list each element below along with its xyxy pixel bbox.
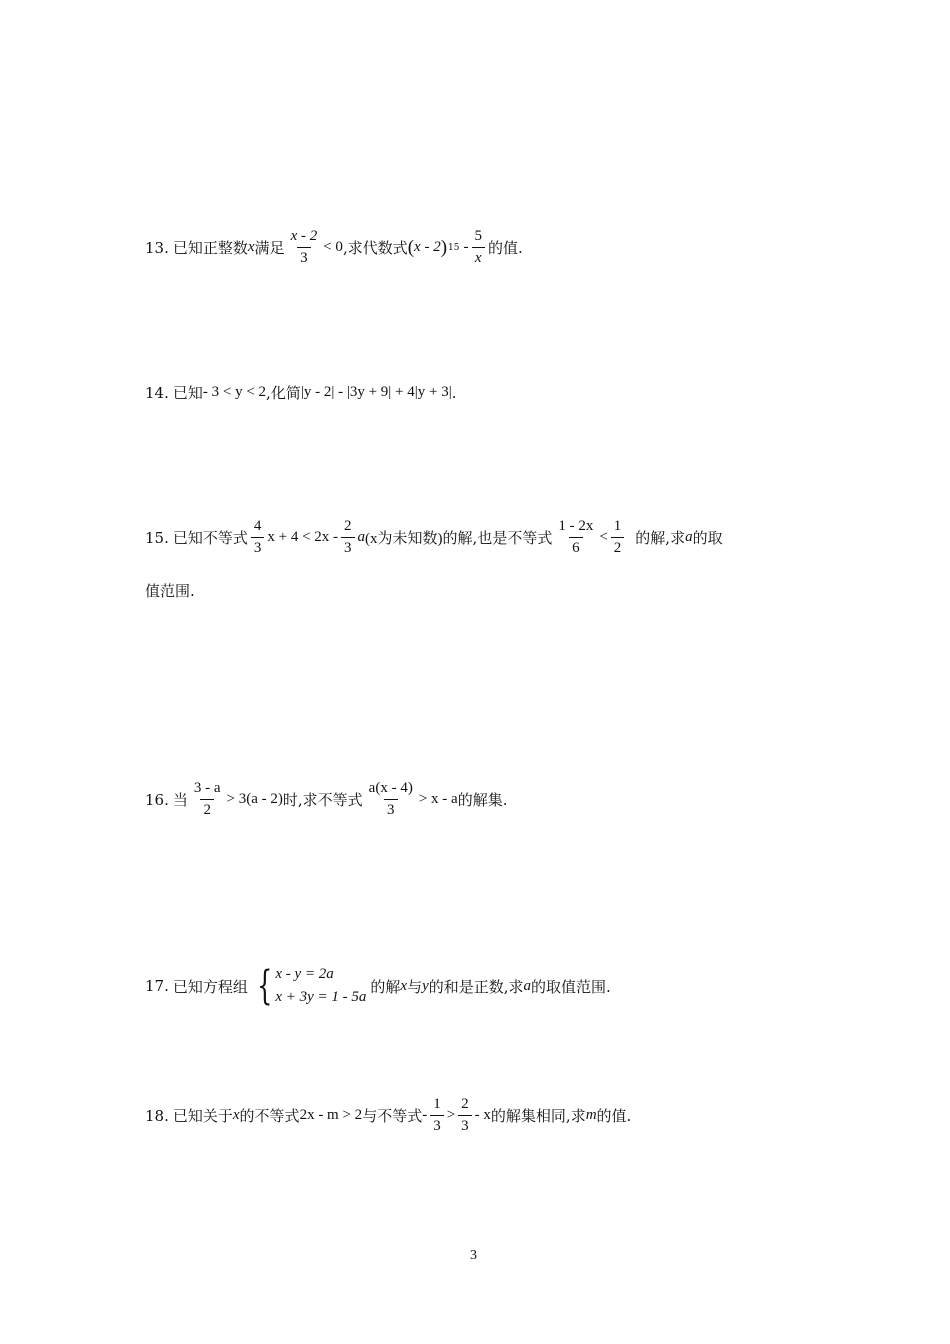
math-expr: - 3 < y < 2 (202, 384, 267, 400)
math-expr: > 3(a - 2) (226, 791, 283, 807)
fraction (191, 780, 224, 819)
math-var: a (357, 529, 366, 545)
math-expr: < 0 (323, 239, 343, 255)
fraction-denominator: 2 (611, 537, 625, 557)
fraction-numerator: x - 2 (290, 228, 318, 244)
fraction-numerator: 2 (461, 1096, 469, 1112)
problem-text: 满足 (254, 239, 285, 257)
fraction (366, 780, 416, 819)
math-var: x (400, 977, 408, 994)
problem-number: 17. (145, 977, 169, 995)
math-expr: x + 4 < 2x - (267, 529, 339, 545)
problem-text: 已知正整数 (172, 239, 248, 257)
problem-text: 的值. (487, 239, 523, 257)
problem-16 (145, 780, 507, 819)
math-expr: > x - a (418, 791, 458, 807)
math-var: a (523, 977, 532, 994)
problem-text: 的和是正数,求 (428, 977, 524, 996)
math-op: < (599, 529, 608, 545)
problem-text: 的取 (692, 529, 723, 547)
problem-17 (145, 963, 611, 1009)
paren-left: ( (407, 236, 415, 258)
problem-text: . (451, 383, 457, 402)
fraction (430, 1096, 444, 1135)
problem-text: ,求代数式 (342, 239, 408, 257)
math-op: - (422, 1107, 428, 1123)
fraction-denominator: 3 (384, 799, 398, 819)
fraction-denominator: 3 (341, 537, 355, 557)
math-expr: - x (474, 1107, 491, 1123)
equation-system (252, 963, 367, 1009)
fraction (471, 228, 485, 267)
math-op: - (463, 239, 469, 255)
exponent: 15 (448, 242, 460, 253)
math-var: x (232, 1107, 240, 1123)
fraction (458, 1096, 472, 1135)
fraction-denominator: 2 (200, 799, 214, 819)
problem-13 (145, 228, 523, 267)
fraction-denominator: 6 (569, 537, 583, 557)
problem-text: 已知不等式 (172, 529, 248, 547)
problem-text: 与 (407, 977, 423, 996)
problem-text: 的解,求 (635, 529, 686, 547)
fraction-numerator: 1 (613, 518, 622, 534)
fraction-numerator: 4 (253, 518, 262, 534)
problem-number: 18. (145, 1106, 169, 1125)
problem-number: 15. (145, 528, 169, 547)
fraction-denominator: 3 (430, 1115, 444, 1135)
fraction (555, 518, 596, 557)
fraction (341, 518, 355, 557)
problem-text: 的值. (596, 1107, 632, 1125)
problem-14 (145, 382, 457, 403)
math-var: a (685, 529, 693, 545)
problem-text: 值范围. (145, 582, 195, 600)
fraction-numerator: 1 - 2x (558, 518, 594, 534)
math-var: x (247, 239, 255, 255)
math-var: y (422, 977, 429, 994)
fraction-numerator: 2 (344, 518, 352, 534)
paren-right: ) (440, 236, 448, 258)
math-var: m (585, 1107, 597, 1123)
problem-text: ,化简 (266, 384, 301, 402)
problem-text: 的解 (370, 977, 401, 996)
math-expr: (x为未知数) (365, 531, 443, 547)
problem-text: 与不等式 (362, 1107, 423, 1125)
page-number: 3 (470, 1248, 477, 1263)
problem-number: 16. (145, 790, 169, 809)
problem-text: 已知方程组 (172, 977, 248, 996)
problem-number: 13. (145, 238, 169, 257)
fraction (251, 518, 265, 557)
fraction-denominator: 3 (297, 247, 311, 267)
math-expr: 2x - m > 2 (299, 1107, 363, 1123)
equation: x - y = 2a (275, 966, 334, 982)
problem-text: 的不等式 (239, 1107, 300, 1125)
brace-icon: { (256, 963, 273, 1009)
problem-text: 的解集. (457, 791, 508, 809)
math-expr: |y - 2| - |3y + 9| + 4|y + 3| (300, 384, 452, 400)
problem-text: 的解集相同,求 (490, 1107, 586, 1125)
fraction-numerator: 3 - a (193, 780, 221, 796)
fraction-denominator: x (472, 247, 485, 267)
math-op: > (446, 1107, 456, 1123)
math-expr: x - 2 (414, 239, 441, 255)
problem-text: 已知关于 (172, 1107, 233, 1125)
problem-text: 的解,也是不等式 (442, 529, 553, 547)
problem-text: 的取值范围. (531, 977, 611, 996)
problem-text: 时,求不等式 (282, 791, 363, 809)
problem-18 (145, 1096, 631, 1135)
problem-15 (145, 518, 723, 557)
problem-15-continuation (145, 580, 195, 601)
fraction-denominator: 3 (251, 537, 265, 557)
fraction (611, 518, 625, 557)
problem-text: 已知 (172, 384, 203, 402)
fraction-numerator: 1 (433, 1096, 441, 1112)
problem-number: 14. (145, 383, 169, 402)
fraction-numerator: a(x - 4) (368, 780, 413, 796)
equation: x + 3y = 1 - 5a (275, 989, 367, 1005)
problem-text: 当 (172, 791, 188, 809)
fraction (288, 228, 321, 267)
fraction-numerator: 5 (474, 228, 482, 244)
fraction-denominator: 3 (458, 1115, 472, 1135)
